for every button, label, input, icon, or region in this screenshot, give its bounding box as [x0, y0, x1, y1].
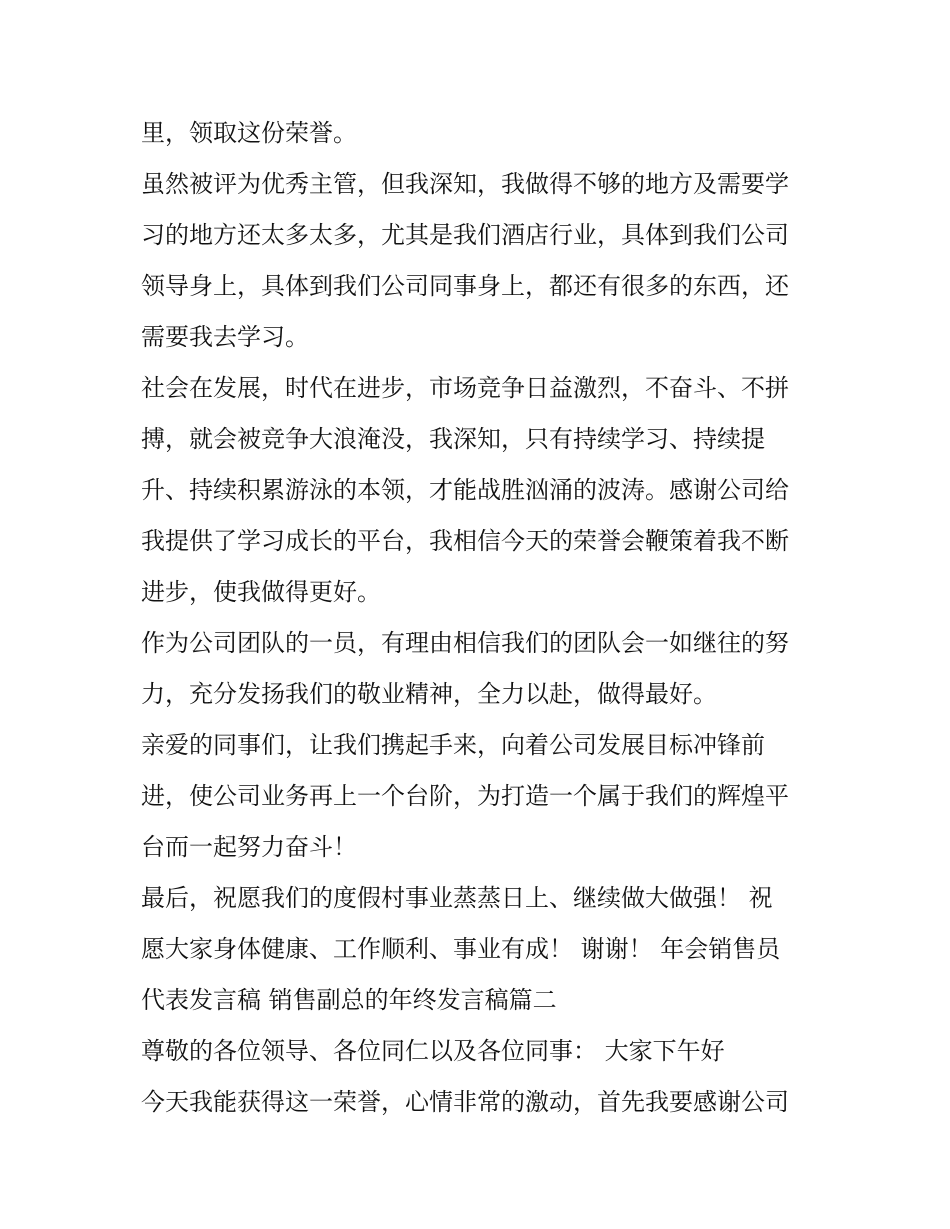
- text-line: 需要我去学习。: [141, 323, 309, 351]
- text-line: 作为公司团队的一员，有理由相信我们的团队会一如继往的努: [141, 629, 789, 657]
- text-line: 虽然被评为优秀主管，但我深知，我做得不够的地方及需要学: [141, 170, 789, 198]
- text-line: 尊敬的各位领导、各位同仁以及各位同事： 大家下午好: [141, 1037, 725, 1065]
- document-body: [141, 108, 821, 1128]
- text-line: 代表发言稿 销售副总的年终发言稿篇二: [141, 986, 557, 1014]
- text-line: 力，充分发扬我们的敬业精神，全力以赴，做得最好。: [141, 680, 717, 708]
- text-line: 习的地方还太多太多，尤其是我们酒店行业，具体到我们公司: [141, 221, 789, 249]
- text-line: 亲爱的同事们，让我们携起手来，向着公司发展目标冲锋前: [141, 731, 765, 759]
- text-line: 领导身上，具体到我们公司同事身上，都还有很多的东西，还: [141, 272, 789, 300]
- text-line: 我提供了学习成长的平台，我相信今天的荣誉会鞭策着我不断: [141, 527, 789, 555]
- text-line: 搏，就会被竞争大浪淹没，我深知，只有持续学习、持续提: [141, 425, 765, 453]
- text-line: 里，领取这份荣誉。: [141, 119, 357, 147]
- text-line: 台而一起努力奋斗！: [141, 833, 357, 861]
- text-line: 升、持续积累游泳的本领，才能战胜汹涌的波涛。感谢公司给: [141, 476, 789, 504]
- text-line: 愿大家身体健康、工作顺利、事业有成！ 谢谢！ 年会销售员: [141, 935, 781, 963]
- text-line: 今天我能获得这一荣誉，心情非常的激动，首先我要感谢公司: [141, 1088, 789, 1116]
- text-line: 进，使公司业务再上一个台阶，为打造一个属于我们的辉煌平: [141, 782, 789, 810]
- text-line: 社会在发展，时代在进步，市场竞争日益激烈，不奋斗、不拼: [141, 374, 789, 402]
- text-line: 最后，祝愿我们的度假村事业蒸蒸日上、继续做大做强！ 祝: [141, 884, 773, 912]
- text-line: 进步，使我做得更好。: [141, 578, 381, 606]
